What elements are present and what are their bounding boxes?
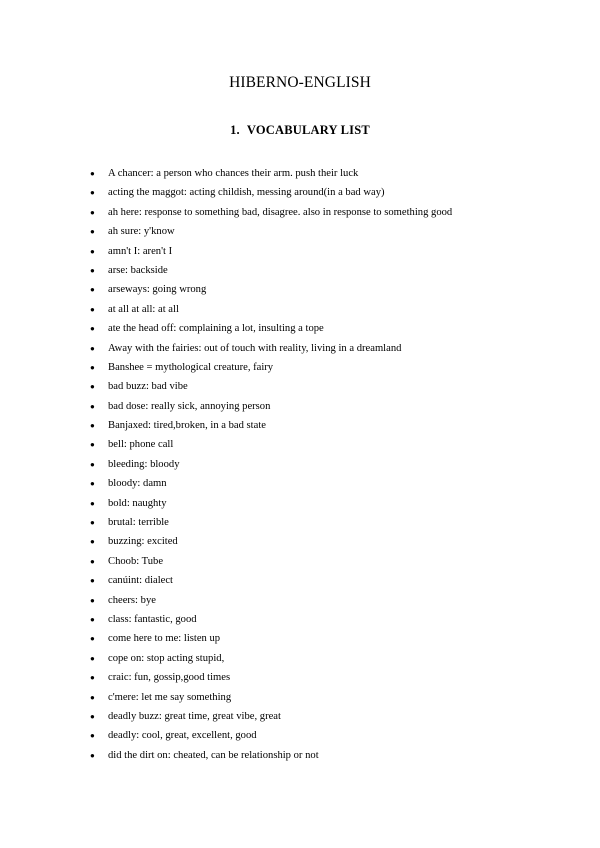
bullet-icon: ●: [90, 750, 95, 760]
section-number: 1.: [230, 123, 240, 137]
vocabulary-entry: did the dirt on: cheated, can be relationship or not: [108, 749, 319, 761]
bullet-icon: ●: [90, 207, 95, 217]
bullet-icon: ●: [90, 479, 95, 489]
bullet-icon: ●: [90, 362, 95, 372]
vocabulary-entry: c'mere: let me say something: [108, 691, 232, 703]
bullet-icon: ●: [90, 556, 95, 566]
bullet-icon: ●: [90, 169, 95, 178]
bullet-icon: ●: [90, 537, 95, 547]
vocabulary-entry: cope on: stop acting stupid,: [108, 652, 225, 664]
bullet-icon: ●: [90, 304, 95, 314]
bullet-icon: ●: [90, 382, 95, 392]
bullet-icon: ●: [90, 711, 95, 721]
bullet-icon: ●: [90, 634, 95, 644]
vocabulary-entry: deadly buzz: great time, great vibe, great: [108, 710, 281, 722]
bullet-icon: ●: [90, 343, 95, 353]
bullet-icon: ●: [90, 459, 95, 469]
vocabulary-entry: bold: naughty: [108, 497, 167, 509]
bullet-icon: ●: [90, 498, 95, 508]
vocabulary-entry: bleeding: bloody: [108, 458, 180, 470]
vocabulary-entry: class: fantastic, good: [108, 613, 197, 625]
vocabulary-entry: craic: fun, gossip,good times: [108, 672, 231, 684]
bullet-icon: ●: [90, 227, 95, 237]
bullet-icon: ●: [90, 265, 95, 275]
section-title: VOCABULARY LIST: [246, 123, 370, 137]
vocabulary-entry: arse: backside: [108, 264, 168, 276]
bullet-icon: ●: [90, 285, 95, 295]
vocabulary-entry: ah sure: y'know: [108, 226, 175, 238]
bullet-icon: ●: [90, 576, 95, 586]
vocabulary-entry: bad buzz: bad vibe: [108, 381, 188, 393]
vocabulary-entry: bloody: damn: [108, 478, 167, 490]
bullet-icon: ●: [90, 246, 95, 256]
bullet-icon: ●: [90, 614, 95, 624]
vocabulary-entry: cheers: bye: [108, 594, 156, 606]
vocabulary-entry: Away with the fairies: out of touch with reality, living in a dreamland: [108, 342, 402, 354]
vocabulary-entry: brutal: terrible: [108, 517, 169, 529]
bullet-icon: ●: [90, 188, 95, 198]
bullet-icon: ●: [90, 595, 95, 605]
vocabulary-entry: canúint: dialect: [108, 575, 174, 587]
bullet-icon: ●: [90, 653, 95, 663]
bullet-icon: ●: [90, 324, 95, 334]
vocabulary-entry: Banjaxed: tired,broken, in a bad state: [108, 420, 266, 432]
section-heading: [0, 123, 600, 138]
bullet-icon: ●: [90, 692, 95, 702]
bullet-icon: ●: [90, 440, 95, 450]
bullet-icon: ●: [90, 401, 95, 411]
vocabulary-entry: buzzing: excited: [108, 536, 178, 548]
vocabulary-entry: Choob: Tube: [108, 555, 164, 567]
bullet-icon: ●: [90, 673, 95, 683]
vocabulary-entry: ah here: response to something bad, disagree. also in response to something good: [108, 206, 453, 218]
vocabulary-entry: deadly: cool, great, excellent, good: [108, 730, 257, 742]
vocabulary-entry: A chancer: a person who chances their arm. push their luck: [108, 168, 359, 179]
vocabulary-entry: bell: phone call: [108, 439, 174, 451]
vocabulary-entry: come here to me: listen up: [108, 633, 221, 645]
bullet-icon: ●: [90, 421, 95, 431]
vocabulary-entry: arseways: going wrong: [108, 284, 207, 296]
vocabulary-entry: bad dose: really sick, annoying person: [108, 400, 271, 412]
vocabulary-entry: amn't I: aren't I: [108, 245, 173, 257]
bullet-icon: ●: [90, 731, 95, 741]
vocabulary-entry: acting the maggot: acting childish, messing around(in a bad way): [108, 187, 385, 199]
document-title: HIBERNO-ENGLISH: [229, 74, 371, 91]
vocabulary-entry: Banshee = mythological creature, fairy: [108, 361, 274, 373]
bullet-icon: ●: [90, 518, 95, 528]
vocabulary-entry: ate the head off: complaining a lot, insulting a tope: [108, 323, 324, 335]
vocabulary-entry: at all at all: at all: [108, 303, 179, 315]
